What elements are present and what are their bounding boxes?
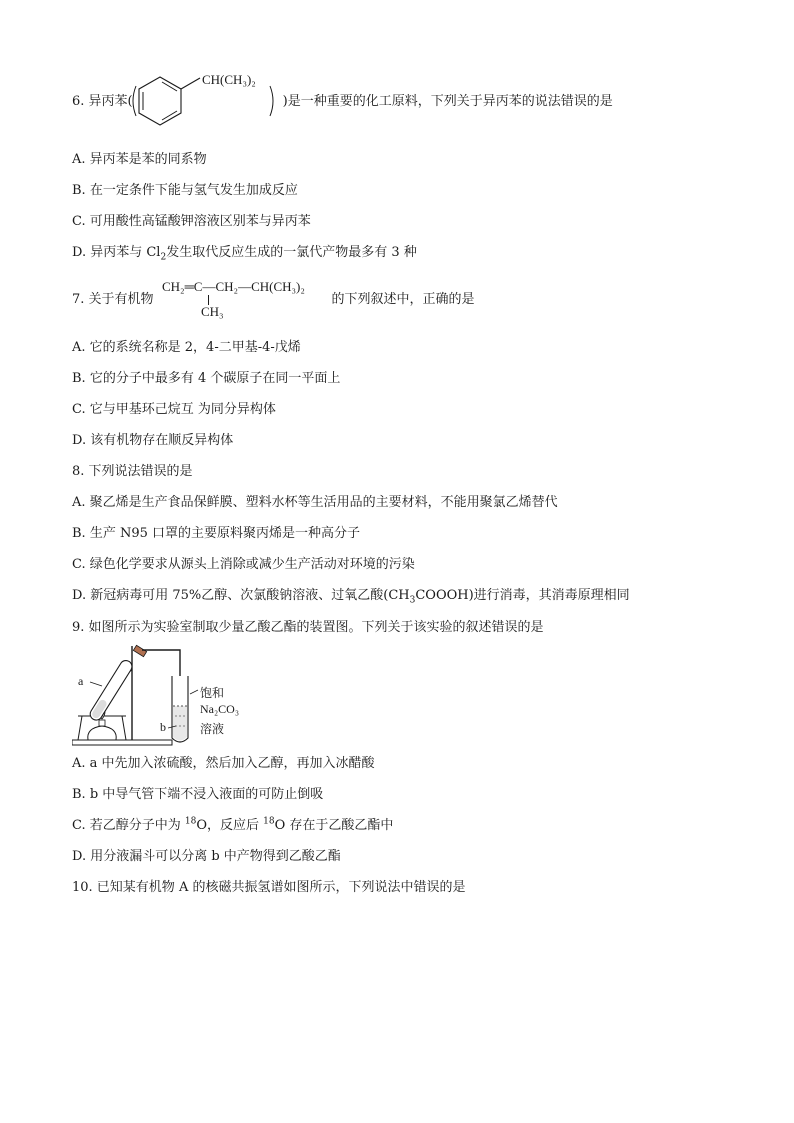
- q9-option-c-after: O 存在于乙酸乙酯中: [274, 818, 394, 833]
- q9-option-b: B. b 中导气管下端不浸入液面的可防止倒吸: [72, 787, 324, 802]
- q8-option-a: A. 聚乙烯是生产食品保鲜膜、塑料水杯等生活用品的主要材料，不能用聚氯乙烯替代: [72, 495, 558, 510]
- q8-option-d: [72, 588, 630, 604]
- q7-stem-after: 的下列叙述中，正确的是: [331, 292, 475, 307]
- q6-substituent-label: CH(CH₃)₂: [202, 72, 256, 87]
- q6-stem: [72, 94, 613, 110]
- q8-option-c: C. 绿色化学要求从源头上消除或减少生产活动对环境的污染: [72, 557, 415, 572]
- q6-stem-before: 异丙苯(: [88, 94, 133, 109]
- q9-label-b: b: [160, 720, 166, 734]
- ester-apparatus-svg: [72, 644, 262, 748]
- q9-label-saturated: 饱和: [200, 686, 225, 700]
- q8-option-d-after: COOOH)进行消毒，其消毒原理相同: [415, 588, 630, 603]
- q8-option-d-before: D. 新冠病毒可用 75%乙醇、次氯酸钠溶液、过氧乙酸(CH: [72, 588, 410, 603]
- q7-formula-branch: CH₃: [201, 304, 224, 319]
- q9-stem: 9. 如图所示为实验室制取少量乙酸乙酯的装置图。下列关于该实验的叙述错误的是: [72, 620, 544, 635]
- q10-stem: 10. 已知某有机物 A 的核磁共振氢谱如图所示，下列说法中错误的是: [72, 880, 466, 895]
- q9-option-c-mid: O，反应后: [196, 818, 264, 833]
- q6-option-d-sub: 2: [160, 252, 167, 263]
- q9-label-a: a: [78, 674, 84, 688]
- q9-option-c: [72, 818, 393, 834]
- q9-option-a: A. a 中先加入浓硫酸，然后加入乙醇，再加入冰醋酸: [72, 756, 375, 771]
- q7-stem: [72, 292, 475, 308]
- q7-option-d: D. 该有机物存在顺反异构体: [72, 433, 234, 448]
- q6-option-d-after: 发生取代反应生成的一氯代产物最多有 3 种: [166, 245, 417, 260]
- q9-option-c-sup1: 18: [184, 816, 197, 827]
- q8-stem: 8. 下列说法错误的是: [72, 464, 193, 479]
- q7-formula-main: CH₂═C—CH₂—CH(CH₃)₂: [162, 279, 305, 294]
- q6-stem-after: )是一种重要的化工原料，下列关于异丙苯的说法错误的是: [282, 94, 613, 109]
- q7-stem-before: 7. 关于有机物: [72, 292, 154, 307]
- q9-option-c-before: C. 若乙醇分子中为: [72, 818, 185, 833]
- q6-option-d-before: D. 异丙苯与 Cl: [72, 245, 161, 260]
- q7-option-a: A. 它的系统名称是 2，4-二甲基-4-戊烯: [72, 340, 301, 355]
- q6-number: 6.: [72, 94, 85, 109]
- q6-option-c: C. 可用酸性高锰酸钾溶液区别苯与异丙苯: [72, 214, 311, 229]
- q7-option-b: B. 它的分子中最多有 4 个碳原子在同一平面上: [72, 371, 341, 386]
- q6-option-a: A. 异丙苯是苯的同系物: [72, 152, 207, 167]
- q6-option-d: [72, 245, 417, 261]
- q6-option-b: B. 在一定条件下能与氢气发生加成反应: [72, 183, 298, 198]
- q9-option-c-sup2: 18: [263, 816, 275, 827]
- q9-apparatus-diagram: [72, 644, 262, 748]
- q9-label-na2co3: Na₂CO₃: [200, 702, 240, 716]
- q7-option-c: C. 它与甲基环己烷互 为同分异构体: [72, 402, 276, 417]
- q9-option-d: D. 用分液漏斗可以分离 b 中产物得到乙酸乙酯: [72, 849, 341, 864]
- q9-label-solution: 溶液: [200, 722, 225, 736]
- q8-option-d-sub: 3: [409, 595, 416, 606]
- q8-option-b: B. 生产 N95 口罩的主要原料聚丙烯是一种高分子: [72, 526, 360, 541]
